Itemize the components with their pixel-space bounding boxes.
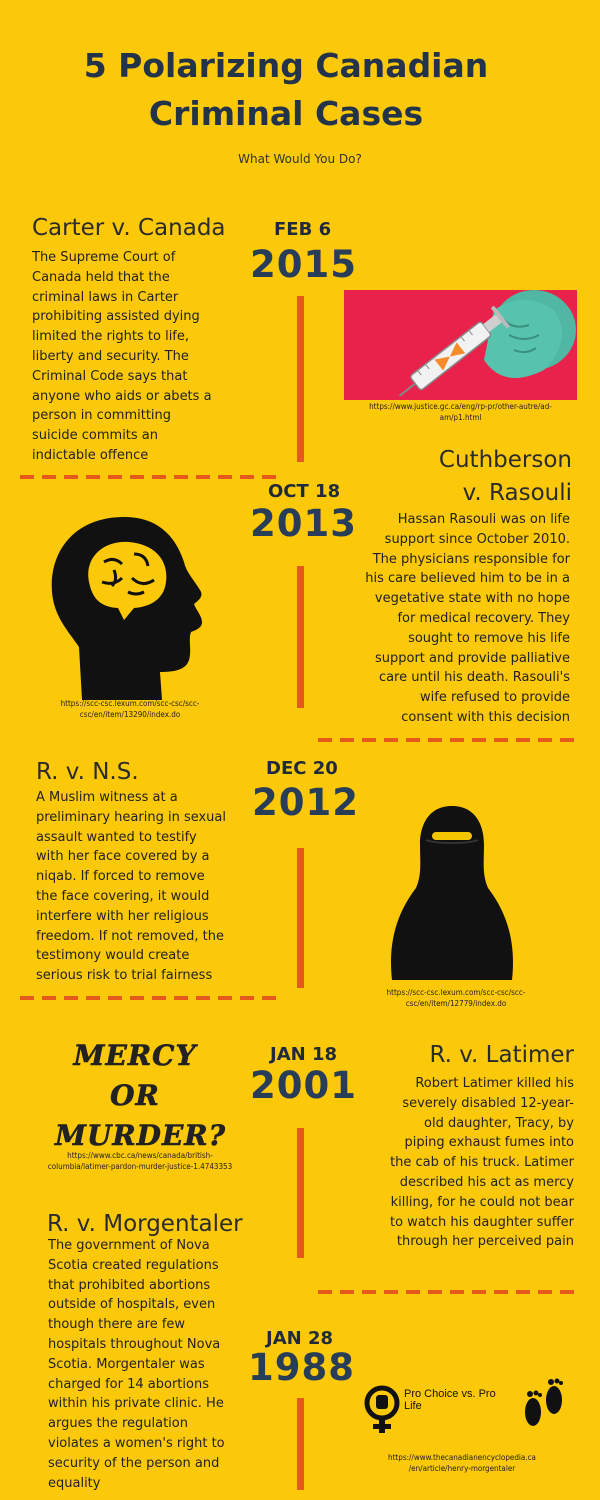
- source-line[interactable]: csc/en/item/13290/index.do: [79, 710, 181, 719]
- text-line: The Supreme Court of: [32, 250, 176, 265]
- date-morgentaler: JAN 28: [266, 1328, 334, 1349]
- case-title-latimer: R. v. Latimer: [429, 1042, 574, 1068]
- text-line: anyone who aids or abets a: [32, 388, 212, 404]
- source-link-ns[interactable]: [356, 987, 556, 1009]
- text-line: interfere with her religious: [36, 908, 209, 924]
- source-link-latimer[interactable]: [30, 1150, 250, 1172]
- case-body-rasouli: [330, 510, 570, 728]
- text-line: his care believed him to be in a: [365, 571, 570, 587]
- text-line: niqab. If forced to remove: [36, 869, 205, 885]
- text-line: through her perceived pain: [396, 1234, 574, 1250]
- text-line: support and provide palliative: [374, 650, 570, 666]
- timeline-segment: [297, 296, 304, 462]
- text-line: limited the rights to life,: [32, 329, 190, 345]
- text-line: within his private clinic. He: [48, 1396, 224, 1412]
- mercy-word: MERCY: [73, 1039, 197, 1072]
- text-line: indictable offence: [32, 447, 149, 463]
- text-line: that prohibited abortions: [48, 1277, 211, 1293]
- text-line: violates a women's right to: [48, 1435, 225, 1451]
- source-link-rasouli[interactable]: [30, 698, 230, 720]
- text-line: Hassan Rasouli was on life: [397, 512, 570, 527]
- text-line: The physicians responsible for: [372, 551, 570, 567]
- date-ns: DEC 20: [266, 758, 338, 779]
- source-line[interactable]: https://scc-csc.lexum.com/scc-csc/scc-: [60, 699, 200, 708]
- text-line: person in committing: [32, 408, 172, 424]
- source-line[interactable]: https://www.justice.gc.ca/eng/rp-pr/other-autre/ad-: [369, 402, 552, 411]
- text-line: consent with this decision: [401, 709, 570, 725]
- text-line: Robert Latimer killed his: [415, 1076, 574, 1091]
- text-line: argues the regulation: [48, 1416, 188, 1432]
- text-line: security of the person and: [48, 1455, 220, 1471]
- text-line: piping exhaust fumes into: [404, 1135, 574, 1151]
- text-line: equality: [48, 1475, 101, 1491]
- text-line: though there are few: [48, 1317, 186, 1333]
- text-line: The government of Nova: [48, 1238, 210, 1253]
- section-divider: [318, 1290, 578, 1294]
- footprints-icon: [518, 1372, 568, 1434]
- text-line: liberty and security. The: [32, 348, 189, 364]
- case-body-carter: [32, 248, 262, 466]
- case-title-carter: Carter v. Canada: [32, 215, 226, 241]
- source-line[interactable]: /en/article/henry-morgentaler: [408, 1464, 516, 1473]
- date-carter: FEB 6: [274, 219, 332, 240]
- year-morgentaler: 1988: [248, 1346, 355, 1389]
- text-line: to watch his daughter suffer: [390, 1214, 574, 1230]
- text-line: criminal laws in Carter: [32, 289, 179, 305]
- case-title-morgentaler: R. v. Morgentaler: [47, 1211, 243, 1237]
- mercy-or-murder-heading: [55, 1036, 226, 1156]
- section-divider: [20, 475, 280, 479]
- source-line[interactable]: am/p1.html: [439, 413, 482, 422]
- mercy-word: OR: [110, 1079, 160, 1112]
- text-line: outside of hospitals, even: [48, 1297, 216, 1313]
- text-line: for medical recovery. They: [397, 610, 570, 626]
- text-line: old daughter, Tracy, by: [424, 1115, 574, 1131]
- text-line: support since October 2010.: [384, 531, 570, 547]
- case-title-ns: R. v. N.S.: [36, 759, 139, 785]
- text-line: the face covering, it would: [36, 888, 210, 904]
- text-line: care until his death. Rasouli's: [378, 670, 570, 686]
- source-link-carter[interactable]: [344, 401, 577, 423]
- year-rasouli: 2013: [250, 502, 357, 545]
- text-line: prohibiting assisted dying: [32, 309, 200, 325]
- female-fist-icon: [362, 1385, 402, 1435]
- year-latimer: 2001: [250, 1064, 357, 1107]
- text-line: suicide commits an: [32, 428, 159, 444]
- text-line: vegetative state with no hope: [374, 591, 570, 607]
- text-line: charged for 14 abortions: [48, 1376, 209, 1392]
- date-latimer: JAN 18: [270, 1044, 338, 1065]
- niqab-woman-icon: [386, 804, 518, 982]
- year-ns: 2012: [252, 781, 359, 824]
- text-line: Scotia created regulations: [48, 1257, 219, 1273]
- source-link-morgentaler[interactable]: [372, 1452, 552, 1474]
- case-body-ns: [36, 788, 266, 986]
- text-line: assault wanted to testify: [36, 829, 197, 845]
- text-line: freedom. If not removed, the: [36, 928, 224, 944]
- section-divider: [20, 996, 280, 1000]
- text-line: sought to remove his life: [408, 630, 570, 646]
- year-carter: 2015: [250, 243, 357, 286]
- text-line: Canada held that the: [32, 269, 170, 285]
- source-line[interactable]: https://www.cbc.ca/news/canada/british-: [67, 1151, 213, 1160]
- text-line: described his act as mercy: [399, 1174, 574, 1190]
- syringe-hourglass-image: [344, 290, 577, 400]
- text-line: A Muslim witness at a: [36, 790, 178, 805]
- source-line[interactable]: csc/en/item/12779/index.do: [405, 999, 507, 1008]
- text-line: Criminal Code says that: [32, 368, 188, 384]
- text-line: with her face covered by a: [36, 849, 210, 865]
- page-title: [0, 42, 572, 138]
- mercy-word: MURDER?: [55, 1119, 226, 1152]
- source-line[interactable]: columbia/latimer-pardon-murder-justice-1.4743353: [47, 1162, 233, 1171]
- pro-choice-pro-life-label: Pro Choice vs. Pro Life: [404, 1388, 496, 1412]
- text-line: serious risk to trial fairness: [36, 968, 213, 984]
- timeline-segment: [297, 1128, 304, 1258]
- text-line: severely disabled 12-year-: [402, 1095, 574, 1111]
- source-line[interactable]: https://scc-csc.lexum.com/scc-csc/scc-: [386, 988, 526, 997]
- section-divider: [318, 738, 578, 742]
- case-body-latimer: [350, 1074, 574, 1252]
- text-line: the cab of his truck. Latimer: [390, 1155, 574, 1171]
- title-line-1: 5 Polarizing Canadian: [83, 46, 489, 85]
- head-brain-icon: [44, 512, 214, 702]
- text-line: testimony would create: [36, 948, 190, 964]
- text-line: wife refused to provide: [420, 690, 570, 706]
- timeline-segment: [297, 566, 304, 708]
- text-line: preliminary hearing in sexual: [36, 809, 227, 825]
- text-line: Scotia. Morgentaler was: [48, 1356, 205, 1372]
- text-line: killing, for he could not bear: [390, 1194, 574, 1210]
- case-title-rasouli: [380, 444, 572, 510]
- text-line: hospitals throughout Nova: [48, 1336, 221, 1352]
- page-subtitle: What Would You Do?: [238, 152, 362, 166]
- title-line: v. Rasouli: [462, 480, 572, 506]
- source-line[interactable]: https://www.thecanadianencyclopedia.ca: [388, 1453, 536, 1462]
- timeline-segment: [297, 848, 304, 988]
- title-line-2: Criminal Cases: [148, 94, 424, 133]
- case-body-morgentaler: [48, 1236, 268, 1493]
- timeline-segment: [297, 1398, 304, 1490]
- date-rasouli: OCT 18: [268, 481, 341, 502]
- title-line: Cuthberson: [438, 447, 572, 473]
